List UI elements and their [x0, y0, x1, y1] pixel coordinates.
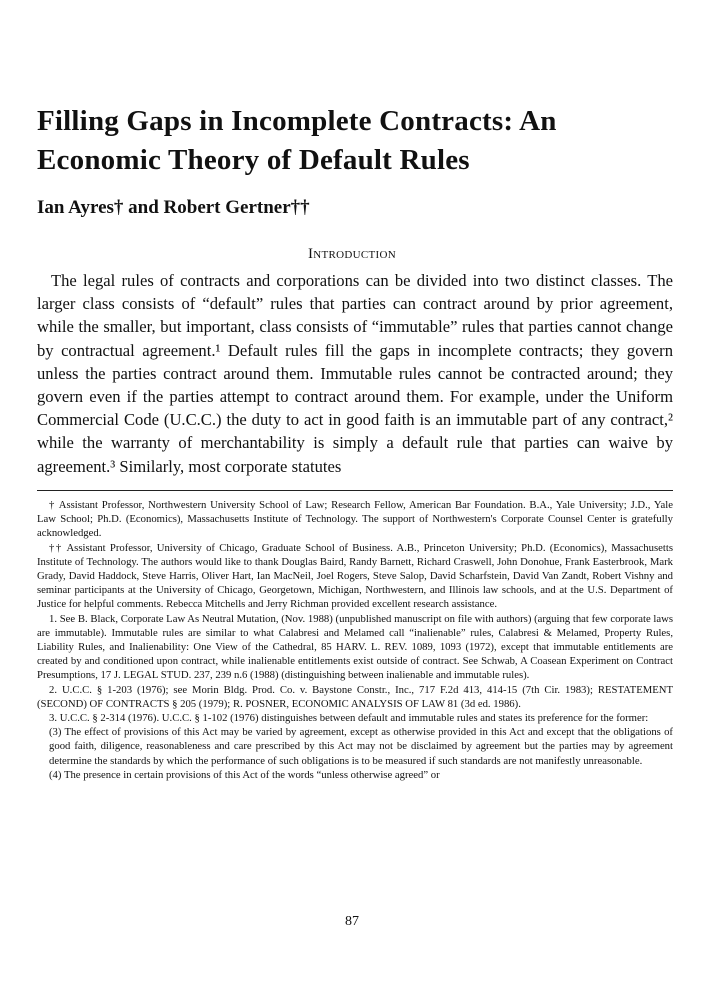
article-title [37, 102, 677, 180]
footnote-1: 1. See B. Black, Corporate Law As Neutral Mutation, (Nov. 1988) (unpublished manuscript on file with authors) (arguing that few corporate laws are immutable). Immutable rules are similar to what Calabresi and Melamed call “inalienable” rules, Calabresi & Melamed, Property Rules, Liability Rules, and Inalienability: One View of the Cathedral, 85 HARV. L. REV. 1089, 1093 (1972), except that immutable entitlements are created by and conditioned upon contract, while inalienable entitlements exist outside of contract. See Schwab, A Coasean Experiment on Contract Presumptions, 17 J. LEGAL STUD. 237, 239 n.6 (1988) (distinguishing between inalienable and immutable rules). [37, 612, 673, 682]
title-line-2: Economic Theory of Default Rules [37, 144, 470, 176]
statute-subsection-4: (4) The presence in certain provisions of this Act of the words “unless otherwise agreed” or [49, 768, 440, 781]
body-paragraph: The legal rules of contracts and corporations can be divided into two distinct classes. The larger class consists of “default” rules that parties can contract around by prior agreement, while the smaller, but important, class consists of “immutable” rules that parties cannot change by contractual agreement.¹ Default rules fill the gaps in incomplete contracts; they govern unless the parties contract around them. Immutable rules cannot be contracted around; they govern even if the parties attempt to contract around them. For example, under the Uniform Commercial Code (U.C.C.) the duty to act in good faith is an immutable part of any contract,² while the warranty of merchantability is simply a default rule that parties can waive by agreement.³ Similarly, most corporate statutes [37, 271, 673, 476]
statute-subsection-3: (3) The effect of provisions of this Act may be varied by agreement, except as otherwise provided in this Act and except that the obligations of good faith, diligence, reasonableness and care prescribed by this Act may not be disclaimed by agreement but the parties may by agreement determine the standards by which the performance of such obligations is to be measured if such standards are not manifestly unreasonable. [49, 726, 673, 767]
title-line-1: Filling Gaps in Incomplete Contracts: An [37, 105, 557, 137]
page-number: 87 [345, 914, 359, 929]
footnotes [37, 498, 673, 782]
footnote-2: 2. U.C.C. § 1-203 (1976); see Morin Bldg. Prod. Co. v. Baystone Constr., Inc., 717 F.2d 413, 414-15 (7th Cir. 1983); RESTATEMENT (SECOND) OF CONTRACTS § 205 (1979); R. POSNER, ECONOMIC ANALYSIS OF LAW 81 (3d ed. 1986). [37, 683, 673, 710]
footnote-author-1: † Assistant Professor, Northwestern University School of Law; Research Fellow, American Bar Foundation. B.A., Yale University; J.D., Yale Law School; Ph.D. (Economics), Massachusetts Institute of Technology. The support of Northwestern's Corporate Counsel Center is gratefully acknowledged. [37, 499, 673, 540]
quoted-statute [49, 725, 673, 782]
footnote-3: 3. U.C.C. § 2-314 (1976). U.C.C. § 1-102 (1976) distinguishes between default and immutable rules and states its preference for the former: [49, 712, 649, 725]
footnote-author-2: †† Assistant Professor, University of Chicago, Graduate School of Business. A.B., Princeton University; Ph.D. (Economics), Massachusetts Institute of Technology. The authors would like to thank Douglas Baird, Randy Barnett, Richard Craswell, John Donohue, Frank Easterbrook, Mark Grady, David Haddock, Steve Harris, Oliver Hart, Ian MacNeil, Joel Rogers, Steve Salop, David Scharfstein, David Van Zandt, Robert Vishny and seminar participants at the University of Chicago, Georgetown, Michigan, Northwestern, and Illinois law schools, and at the U.S. Department of Justice for helpful comments. Rebecca Mitchells and Jerry Richman provided excellent research assistance. [37, 541, 673, 611]
footnote-divider [37, 490, 673, 491]
author-byline: Ian Ayres† and Robert Gertner†† [37, 197, 310, 218]
body-text [37, 269, 673, 478]
section-heading: Introduction [307, 246, 397, 262]
